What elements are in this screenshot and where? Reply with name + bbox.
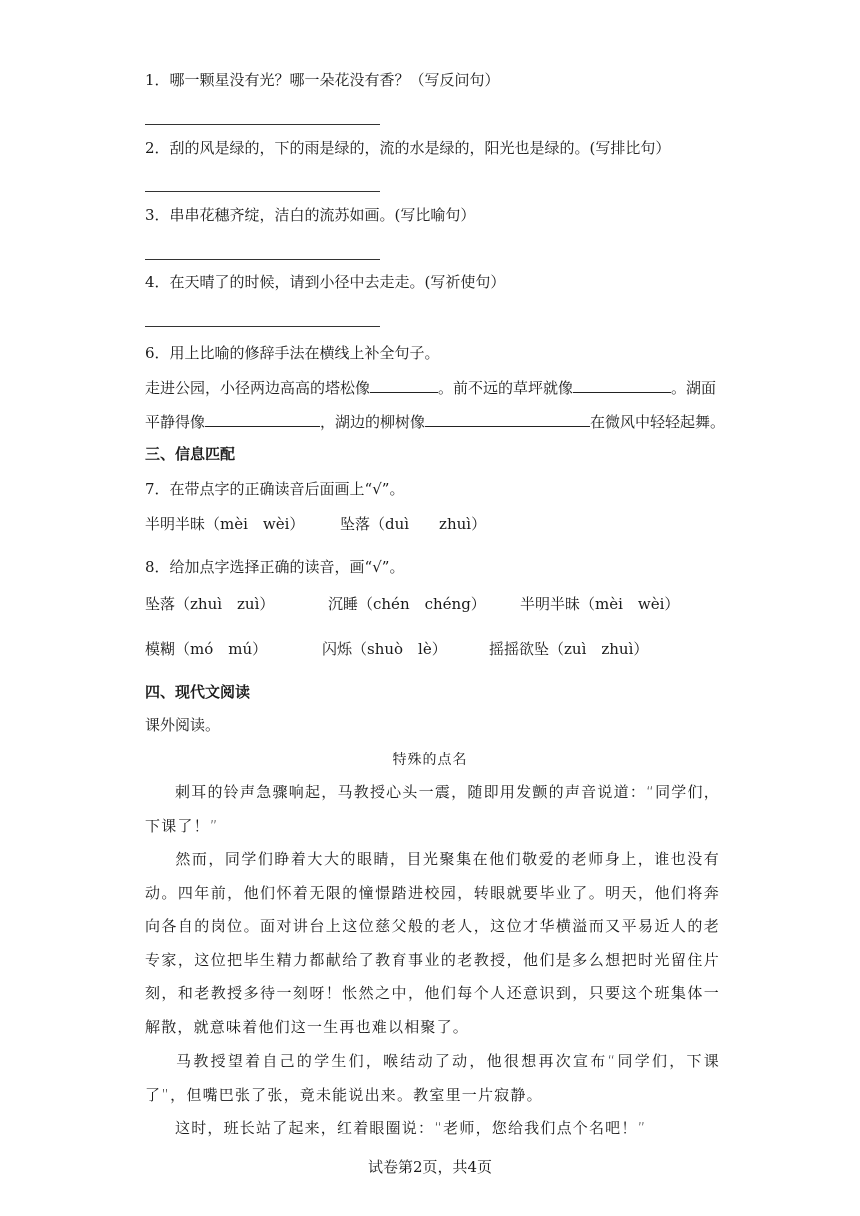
question-7-option-b[interactable]: 坠落（duì zhuì）	[340, 515, 487, 533]
article-title: 特殊的点名	[392, 752, 468, 768]
article-paragraph-4	[145, 1112, 720, 1146]
question-8-option-4[interactable]: 模糊（mó mú）	[145, 640, 268, 658]
sentence-part: 。前不远的草坪就像	[438, 379, 574, 397]
answer-line-4[interactable]	[145, 326, 380, 327]
question-1	[145, 70, 500, 90]
article-paragraph-3	[145, 1045, 720, 1112]
paragraph-text: 马教授望着自己的学生们，喉结动了动，他很想再次宣布“同学们，下课了”，但嘴巴张了张，竟未能说出来。教室里一片寂静。	[145, 1052, 720, 1104]
question-8-option-2[interactable]: 沉睡（chén chéng）	[328, 595, 486, 613]
sentence-part: ，湖边的柳树像	[320, 413, 426, 431]
question-3	[145, 205, 475, 225]
question-8-title: 8．给加点字选择正确的读音，画“√”。	[145, 558, 405, 576]
page-footer: 试卷第2页，共4页	[367, 1158, 493, 1176]
sentence-part: 。湖面	[671, 379, 717, 397]
question-text: 串串花穗齐绽，洁白的流苏如画。(写比喻句）	[169, 206, 476, 224]
fill-blank-4[interactable]	[425, 411, 590, 427]
fill-blank-3[interactable]	[205, 411, 320, 427]
paragraph-text: 刺耳的铃声急骤响起，马教授心头一震，随即用发颤的声音说道：“同学们，下课了！”	[145, 783, 720, 835]
section-3-heading: 三、信息匹配	[145, 445, 236, 463]
question-7-title: 7．在带点字的正确读音后面画上“√”。	[145, 480, 405, 498]
question-2	[145, 138, 670, 158]
question-number: 1．	[145, 71, 170, 89]
sentence-part: 在微风中轻轻起舞。	[590, 413, 726, 431]
question-6-title: 6．用上比喻的修辞手法在横线上补全句子。	[145, 344, 440, 362]
fill-blank-1[interactable]	[370, 377, 438, 393]
article-paragraph-1	[145, 776, 720, 843]
section-4-heading: 四、现代文阅读	[145, 683, 251, 701]
answer-line-3[interactable]	[145, 259, 380, 260]
question-8-option-3[interactable]: 半明半昧（mèi wèi）	[520, 595, 680, 613]
question-number: 4．	[145, 273, 170, 291]
article-paragraph-2	[145, 843, 720, 1045]
question-8-option-5[interactable]: 闪烁（shuò lè）	[322, 640, 447, 658]
sentence-part: 走进公园，小径两边高高的塔松像	[145, 379, 371, 397]
answer-line-1[interactable]	[145, 124, 380, 125]
question-6-line-2	[145, 411, 725, 432]
question-text: 刮的风是绿的，下的雨是绿的，流的水是绿的，阳光也是绿的。(写排比句）	[169, 139, 671, 157]
reading-intro: 课外阅读。	[145, 716, 221, 734]
question-number: 2．	[145, 139, 170, 157]
question-4	[145, 272, 505, 292]
sentence-part: 平静得像	[145, 413, 206, 431]
question-7-option-a[interactable]: 半明半昧（mèi wèi）	[145, 515, 305, 533]
question-text: 哪一颗星没有光？哪一朵花没有香？（写反问句）	[169, 71, 500, 89]
question-8-option-6[interactable]: 摇摇欲坠（zuì zhuì）	[489, 640, 649, 658]
answer-line-2[interactable]	[145, 191, 380, 192]
paragraph-text: 这时，班长站了起来，红着眼圈说：“老师，您给我们点个名吧！”	[175, 1119, 647, 1137]
question-6-line-1	[145, 377, 716, 398]
paragraph-text: 然而，同学们睁着大大的眼睛，目光聚集在他们敬爱的老师身上，谁也没有动。四年前，他们怀着无限的憧憬踏进校园，转眼就要毕业了。明天，他们将奔向各自的岗位。面对讲台上这位慈父般的老人，这位才华横溢而又平易近人的老专家，这位把毕生精力都献给了教育事业的老教授，他们是多么想把时光留住片刻，和老教授多待一刻呀！怅然之中，他们每个人还意识到，只要这个班集体一解散，就意味着他们这一生再也难以相聚了。	[145, 850, 720, 1036]
question-text: 在天晴了的时候，请到小径中去走走。(写祈使句）	[169, 273, 506, 291]
fill-blank-2[interactable]	[573, 377, 671, 393]
question-8-option-1[interactable]: 坠落（zhuì zuì）	[145, 595, 275, 613]
question-number: 3．	[145, 206, 170, 224]
